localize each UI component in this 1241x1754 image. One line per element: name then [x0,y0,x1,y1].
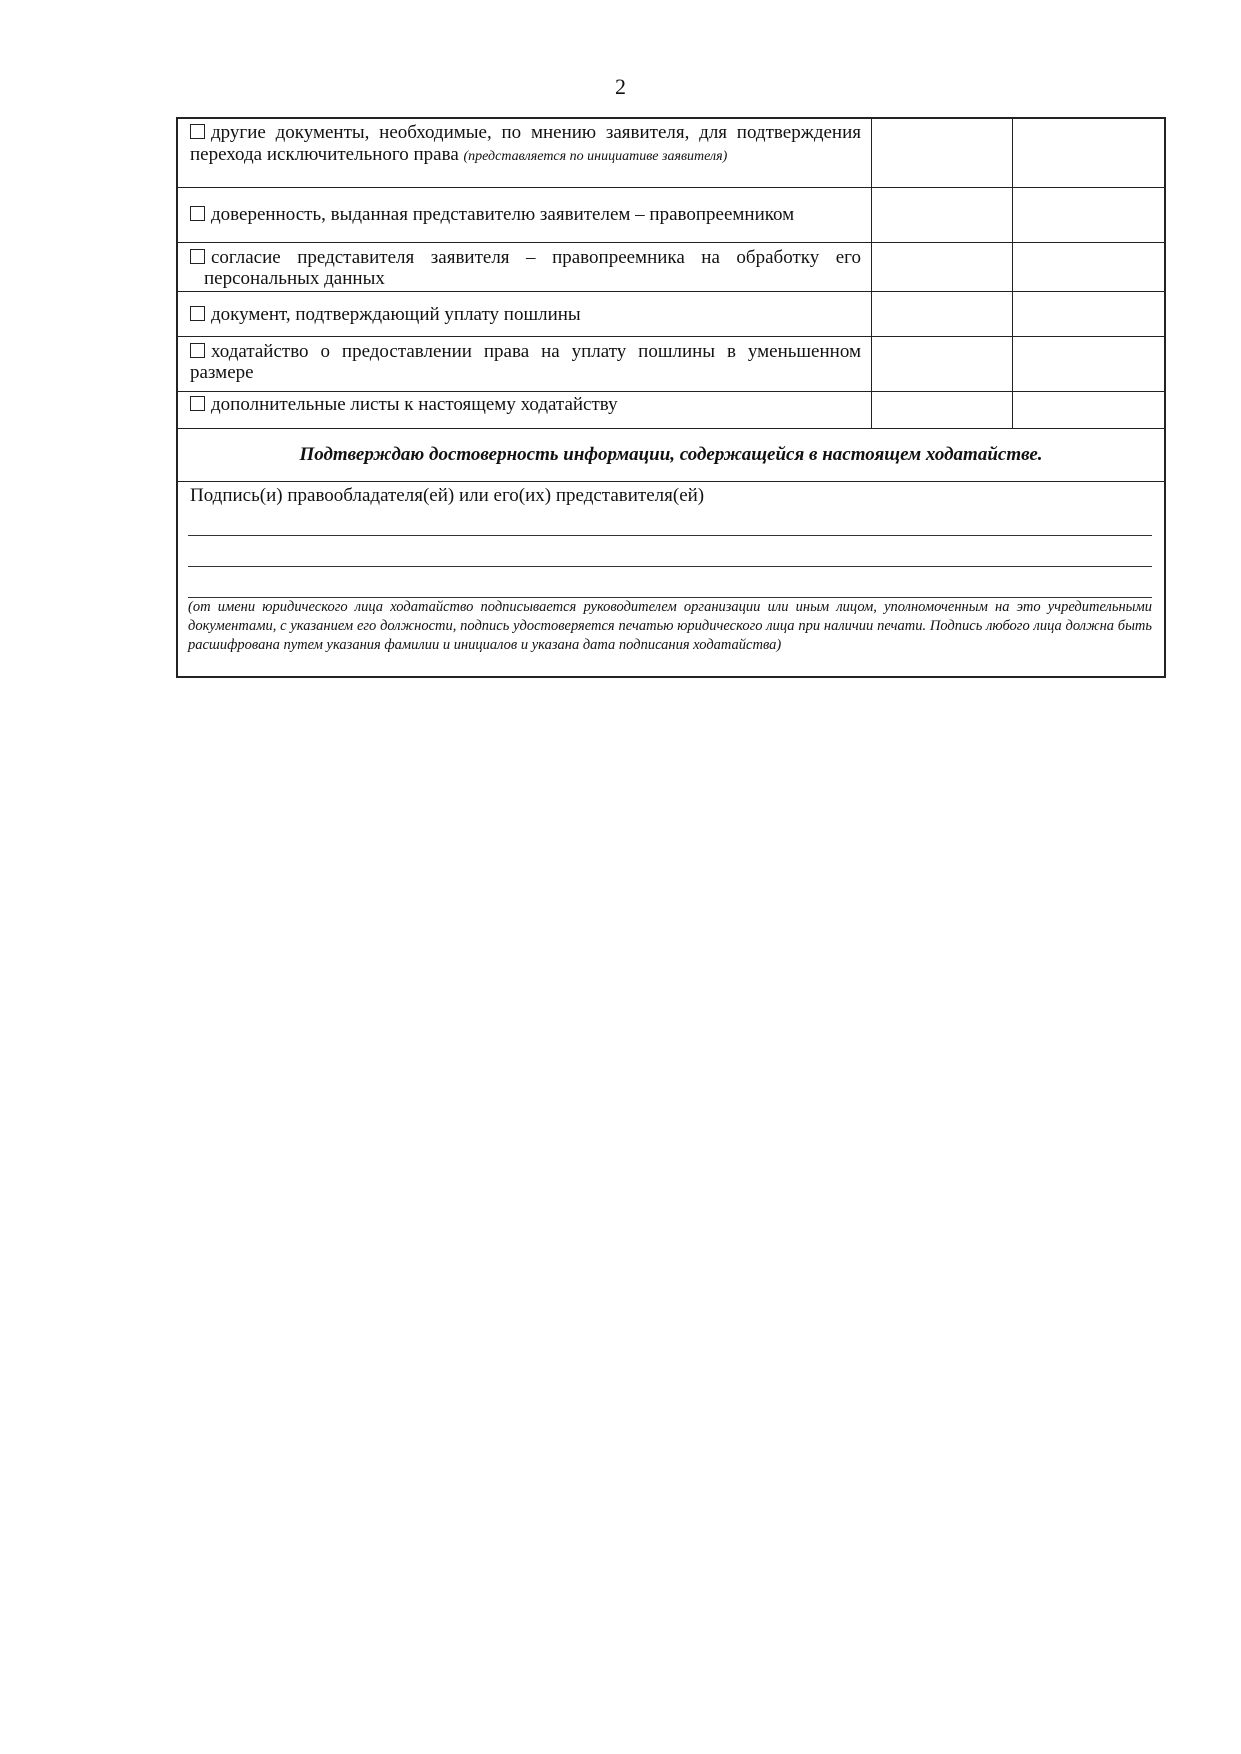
copies-count-cell[interactable] [1013,188,1164,242]
checkbox-power-of-attorney[interactable] [190,206,205,221]
copies-count-cell[interactable] [1013,337,1164,391]
sheets-count-cell[interactable] [872,188,1013,242]
checkbox-fee-payment[interactable] [190,306,205,321]
form-table [176,117,1166,678]
checklist-item-reduced-fee-petition [178,337,872,391]
page-number: 2 [615,74,626,99]
copies-count-cell[interactable] [1013,392,1164,428]
checklist-item-label: согласие представителя заявителя – правопреемника на обработку его персональных данных [204,247,861,289]
checklist-item-label: ходатайство о предоставлении права на уплату пошлины в уменьшенном размере [190,341,861,383]
signature-block [178,482,1164,676]
checkbox-additional-sheets[interactable] [190,396,205,411]
checklist-item-additional-sheets [178,392,872,428]
checklist-row [178,292,1164,337]
sheets-count-cell[interactable] [872,243,1013,291]
checklist-item-other-documents [178,119,872,187]
checklist-item-label: документ, подтверждающий уплату пошлины [211,304,581,325]
checklist-row [178,392,1164,429]
signature-label: Подпись(и) правообладателя(ей) или его(их) представителя(ей) [190,485,705,506]
checklist-row [178,119,1164,188]
copies-count-cell[interactable] [1013,292,1164,336]
confirmation-statement: Подтверждаю достоверность информации, содержащейся в настоящем ходатайстве. [178,429,1164,482]
checklist-item-note: (представляется по инициативе заявителя) [463,149,728,164]
checklist-item-personal-data-consent [178,243,872,291]
signature-note: (от имени юридического лица ходатайство подписывается руководителем организации или иным лицом, уполномоченным на это учредительными документами, с указанием его должности, подпись удостоверяется печатью юридического лица при наличии печати. Подпись любого лица должна быть расшифрована путем указания фамилии и инициалов и указана дата подписания ходатайства) [188,599,1152,653]
signature-line[interactable] [188,566,1152,567]
checklist-item-label: дополнительные листы к настоящему ходатайству [211,394,618,415]
checklist-row [178,243,1164,292]
checklist-item-label: доверенность, выданная представителю заявителем – правопреемником [211,204,795,225]
checklist-item-label: другие документы, необходимые, по мнению заявителя, для подтверждения перехода исключительного права [190,122,861,165]
checklist-row [178,188,1164,243]
checklist-item-power-of-attorney [178,188,872,242]
checkbox-other-documents[interactable] [190,124,205,139]
signature-line[interactable] [188,535,1152,536]
checklist-item-fee-payment [178,292,872,336]
copies-count-cell[interactable] [1013,243,1164,291]
sheets-count-cell[interactable] [872,392,1013,428]
copies-count-cell[interactable] [1013,119,1164,187]
checklist-row [178,337,1164,392]
sheets-count-cell[interactable] [872,292,1013,336]
checkbox-reduced-fee-petition[interactable] [190,343,205,358]
checkbox-personal-data-consent[interactable] [190,249,205,264]
sheets-count-cell[interactable] [872,119,1013,187]
sheets-count-cell[interactable] [872,337,1013,391]
